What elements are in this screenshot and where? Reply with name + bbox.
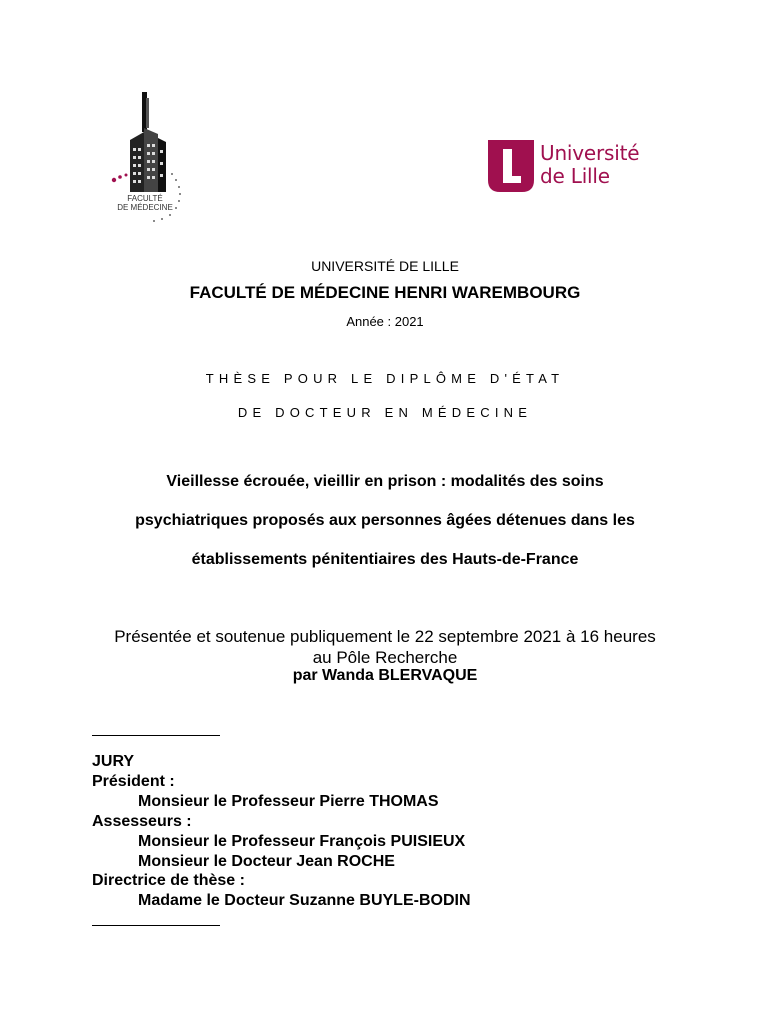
director-name: Madame le Docteur Suzanne BUYLE-BODIN <box>138 892 471 909</box>
assessors-label: Assesseurs : <box>92 813 192 830</box>
divider-top <box>92 735 220 736</box>
academic-year: Année : 2021 <box>346 314 424 329</box>
universite-de-lille-logo <box>488 140 658 194</box>
university-logo-line1: Université <box>540 141 640 165</box>
thesis-title-line1: Vieillesse écrouée, vieillir en prison : modalités des soins <box>166 473 604 490</box>
divider-bottom <box>92 925 220 926</box>
university-name: UNIVERSITÉ DE LILLE <box>311 258 459 274</box>
defense-date-line: Présentée et soutenue publiquement le 22 septembre 2021 à 16 heures <box>114 627 656 646</box>
assessor-name: Monsieur le Docteur Jean ROCHE <box>138 853 395 870</box>
faculty-logo <box>100 88 200 230</box>
thesis-title-line3: établissements pénitentiaires des Hauts-de-France <box>191 551 579 568</box>
director-label: Directrice de thèse : <box>92 872 245 889</box>
defense-location: au Pôle Recherche <box>312 648 458 667</box>
author-name: par Wanda BLERVAQUE <box>292 667 478 684</box>
jury-heading: JURY <box>92 753 135 770</box>
faculty-logo-line1: FACULTÉ <box>127 194 163 203</box>
thesis-title-line2: psychiatriques proposés aux personnes âgées détenues dans les <box>135 512 635 529</box>
university-logo-line2: de Lille <box>540 164 610 188</box>
assessor-name: Monsieur le Professeur François PUISIEUX <box>138 833 466 850</box>
university-shield-icon <box>488 140 534 192</box>
faculty-logo-line2: DE MÉDECINE <box>117 203 173 212</box>
president-label: Président : <box>92 773 175 790</box>
president-name: Monsieur le Professeur Pierre THOMAS <box>138 793 439 810</box>
thesis-type-line1: THÈSE POUR LE DIPLÔME D'ÉTAT <box>205 371 565 386</box>
faculty-name: FACULTÉ DE MÉDECINE HENRI WAREMBOURG <box>189 283 581 302</box>
thesis-type-line2: DE DOCTEUR EN MÉDECINE <box>237 405 533 420</box>
